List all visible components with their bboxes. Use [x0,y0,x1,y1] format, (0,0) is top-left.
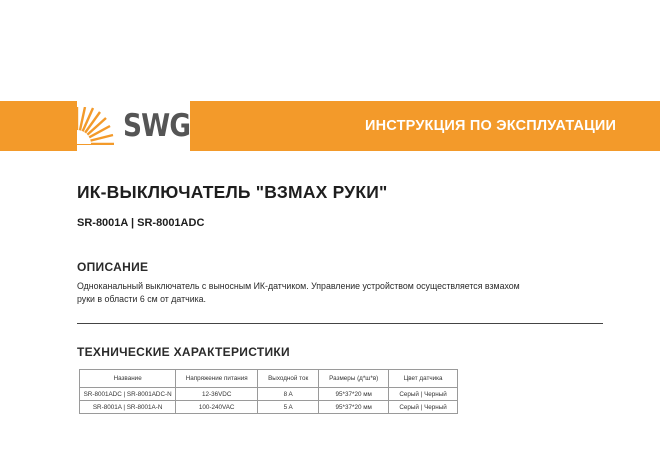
sunburst-logo-icon [77,107,115,145]
logo-text: SWG [123,108,191,144]
cell-dimensions: 95*37*20 мм [319,388,389,401]
column-header-color: Цвет датчика [389,370,458,388]
cell-color: Серый | Черный [389,401,458,414]
cell-color: Серый | Черный [389,388,458,401]
specs-heading: ТЕХНИЧЕСКИЕ ХАРАКТЕРИСТИКИ [77,345,290,359]
cell-name: SR-8001ADC | SR-8001ADC-N [80,388,176,401]
description-text: Одноканальный выключатель с выносным ИК-датчиком. Управление устройством осуществляется взмахом руки в области 6 см от датчика. [77,281,520,304]
specs-table [79,369,458,414]
description-heading: ОПИСАНИЕ [77,260,149,274]
header-title: ИНСТРУКЦИЯ ПО ЭКСПЛУАТАЦИИ [365,118,617,134]
table-row [80,388,458,401]
section-divider [77,323,603,324]
cell-name: SR-8001A | SR-8001A-N [80,401,176,414]
cell-voltage: 12-36VDC [176,388,258,401]
table-row [80,401,458,414]
product-models: SR-8001A | SR-8001ADC [77,217,205,229]
column-header-name: Название [80,370,176,388]
column-header-dimensions: Размеры (д*ш*в) [319,370,389,388]
column-header-current: Выходной ток [258,370,319,388]
product-title: ИК-ВЫКЛЮЧАТЕЛЬ "ВЗМАХ РУКИ" [77,182,388,202]
column-header-voltage: Напряжение питания [176,370,258,388]
table-header-row [80,370,458,388]
cell-current: 5 A [258,401,319,414]
cell-current: 8 A [258,388,319,401]
cell-dimensions: 95*37*20 мм [319,401,389,414]
cell-voltage: 100-240VAC [176,401,258,414]
header-bar [190,101,660,151]
